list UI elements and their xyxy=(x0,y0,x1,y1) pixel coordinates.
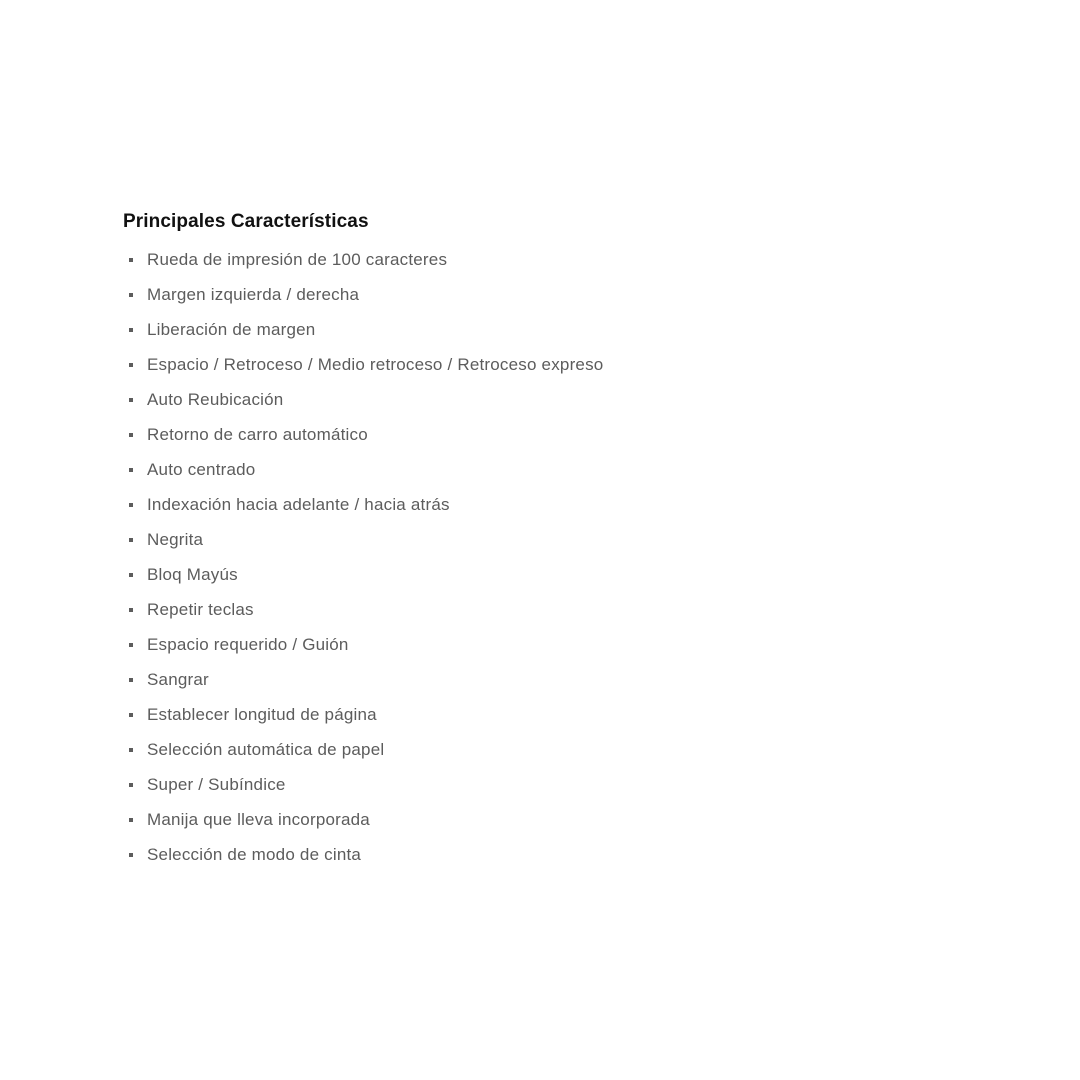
list-item-text: Selección de modo de cinta xyxy=(147,845,362,864)
list-item xyxy=(123,353,923,388)
list-item-text: Espacio / Retroceso / Medio retroceso / Retroceso expreso xyxy=(147,355,604,374)
square-bullet-icon xyxy=(129,468,133,472)
features-title: Principales Características xyxy=(123,211,369,232)
square-bullet-icon xyxy=(129,783,133,787)
list-item xyxy=(123,248,923,283)
list-item xyxy=(123,458,923,493)
list-item-text: Super / Subíndice xyxy=(147,775,286,794)
list-item-text: Retorno de carro automático xyxy=(147,425,368,444)
list-item-text: Negrita xyxy=(147,530,204,549)
square-bullet-icon xyxy=(129,328,133,332)
square-bullet-icon xyxy=(129,853,133,857)
list-item-text: Margen izquierda / derecha xyxy=(147,285,360,304)
square-bullet-icon xyxy=(129,538,133,542)
square-bullet-icon xyxy=(129,398,133,402)
list-item-text: Repetir teclas xyxy=(147,600,254,619)
list-item-text: Indexación hacia adelante / hacia atrás xyxy=(147,495,450,514)
list-item xyxy=(123,703,923,738)
list-item xyxy=(123,773,923,808)
list-item-text: Establecer longitud de página xyxy=(147,705,377,724)
square-bullet-icon xyxy=(129,293,133,297)
list-item-text: Sangrar xyxy=(147,670,209,689)
list-item xyxy=(123,563,923,598)
list-item xyxy=(123,318,923,353)
list-item xyxy=(123,738,923,773)
list-item-text: Rueda de impresión de 100 caracteres xyxy=(147,250,448,269)
square-bullet-icon xyxy=(129,678,133,682)
list-item-text: Liberación de margen xyxy=(147,320,316,339)
square-bullet-icon xyxy=(129,643,133,647)
list-item xyxy=(123,843,923,878)
square-bullet-icon xyxy=(129,433,133,437)
list-item xyxy=(123,598,923,633)
square-bullet-icon xyxy=(129,748,133,752)
list-item-text: Auto Reubicación xyxy=(147,390,284,409)
list-item xyxy=(123,808,923,843)
square-bullet-icon xyxy=(129,258,133,262)
list-item-text: Espacio requerido / Guión xyxy=(147,635,349,654)
list-item-text: Auto centrado xyxy=(147,460,256,479)
square-bullet-icon xyxy=(129,363,133,367)
square-bullet-icon xyxy=(129,573,133,577)
list-item-text: Manija que lleva incorporada xyxy=(147,810,370,829)
square-bullet-icon xyxy=(129,818,133,822)
list-item-text: Selección automática de papel xyxy=(147,740,385,759)
square-bullet-icon xyxy=(129,503,133,507)
list-item xyxy=(123,388,923,423)
list-item xyxy=(123,493,923,528)
list-item xyxy=(123,633,923,668)
list-item xyxy=(123,283,923,318)
list-item xyxy=(123,528,923,563)
features-list xyxy=(123,248,923,878)
square-bullet-icon xyxy=(129,713,133,717)
list-item-text: Bloq Mayús xyxy=(147,565,238,584)
list-item xyxy=(123,423,923,458)
features-section xyxy=(123,208,923,878)
list-item xyxy=(123,668,923,703)
square-bullet-icon xyxy=(129,608,133,612)
